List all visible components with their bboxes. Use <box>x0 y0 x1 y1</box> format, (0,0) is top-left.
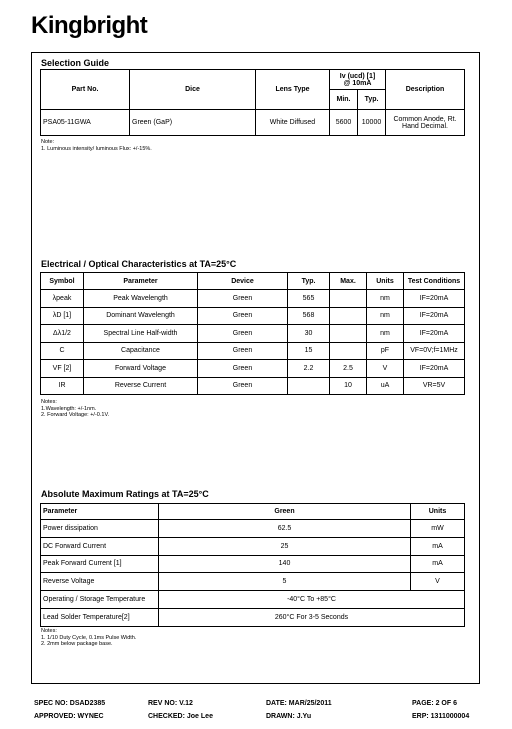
cell-typ: 568 <box>288 307 330 325</box>
cell-device: Green <box>198 325 288 343</box>
header-symbol: Symbol <box>41 273 84 290</box>
electrical-title: Electrical / Optical Characteristics at TA=25°C <box>41 259 237 269</box>
electrical-note-1: 1.Wavelength: +/-1nm. <box>41 405 97 412</box>
cell-max: 10 <box>330 377 367 395</box>
cell-device: Green <box>198 377 288 395</box>
cell-max: 2.5 <box>330 360 367 378</box>
cell-typ: 565 <box>288 290 330 308</box>
footer-checked: CHECKED: Joe Lee <box>148 713 213 720</box>
cell-device: Green <box>198 360 288 378</box>
cell-test-conditions: IF=20mA <box>404 290 465 308</box>
cell-parameter: Reverse Current <box>84 377 198 395</box>
cell-typ: 30 <box>288 325 330 343</box>
cell-symbol: C <box>41 342 84 360</box>
table-row <box>41 342 465 360</box>
cell-device: Green <box>198 290 288 308</box>
cell-parameter: DC Forward Current <box>41 537 159 555</box>
cell-lens-type: White Diffused <box>256 110 330 136</box>
cell-max <box>330 290 367 308</box>
table-row <box>41 555 465 573</box>
footer-drawn: DRAWN: J.Yu <box>266 713 312 720</box>
header-test-conditions: Test Conditions <box>404 273 465 290</box>
footer-spec-no: SPEC NO: DSAD2385 <box>34 700 106 707</box>
cell-units: uA <box>367 377 404 395</box>
cell-test-conditions: IF=20mA <box>404 307 465 325</box>
cell-units: mW <box>411 520 465 538</box>
table-row <box>41 537 465 555</box>
cell-description <box>386 110 465 136</box>
cell-parameter: Power dissipation <box>41 520 159 538</box>
cell-max <box>330 342 367 360</box>
cell-test-conditions: IF=20mA <box>404 360 465 378</box>
cell-device: Green <box>198 342 288 360</box>
header-dice: Dice <box>130 70 256 110</box>
selection-guide-title: Selection Guide <box>41 58 110 68</box>
cell-value: -40°C To +85°C <box>159 591 465 609</box>
cell-symbol: λD [1] <box>41 307 84 325</box>
header-parameter: Parameter <box>84 273 198 290</box>
cell-parameter: Dominant Wavelength <box>84 307 198 325</box>
table-row <box>41 360 465 378</box>
footer-date: DATE: MAR/25/2011 <box>266 700 332 707</box>
cell-symbol: IR <box>41 377 84 395</box>
selection-note-text: 1. Luminous intensity/ luminous Flux: +/-15%. <box>41 145 152 152</box>
cell-units: pF <box>367 342 404 360</box>
header-lens-type: Lens Type <box>256 70 330 110</box>
electrical-note-heading: Notes: <box>41 399 57 405</box>
cell-test-conditions: VR=5V <box>404 377 465 395</box>
footer-approved: APPROVED: WYNEC <box>34 713 104 720</box>
description-line2: Hand Decimal. <box>402 122 448 130</box>
absolute-ratings-table <box>40 503 465 627</box>
cell-value: 140 <box>159 555 411 573</box>
cell-symbol: λpeak <box>41 290 84 308</box>
cell-parameter: Peak Wavelength <box>84 290 198 308</box>
cell-parameter: Operating / Storage Temperature <box>41 591 159 609</box>
table-row <box>41 573 465 591</box>
brand-logo: Kingbright <box>31 12 148 39</box>
cell-units: nm <box>367 325 404 343</box>
cell-parameter: Forward Voltage <box>84 360 198 378</box>
header-units: Units <box>367 273 404 290</box>
cell-units: nm <box>367 290 404 308</box>
selection-note <box>41 139 152 152</box>
table-row <box>41 307 465 325</box>
cell-iv-typ: 10000 <box>358 110 386 136</box>
cell-units: mA <box>411 537 465 555</box>
cell-parameter: Peak Forward Current [1] <box>41 555 159 573</box>
cell-units: nm <box>367 307 404 325</box>
header-description: Description <box>386 70 465 110</box>
absolute-ratings-title: Absolute Maximum Ratings at TA=25°C <box>41 489 209 499</box>
cell-test-conditions: IF=20mA <box>404 325 465 343</box>
cell-iv-min: 5600 <box>330 110 358 136</box>
absolute-note-2: 2. 2mm below package base. <box>41 641 113 647</box>
header-green: Green <box>159 504 411 520</box>
electrical-table <box>40 272 465 395</box>
table-row <box>41 377 465 395</box>
footer-rev-no: REV NO: V.12 <box>148 700 193 707</box>
cell-value: 25 <box>159 537 411 555</box>
header-parameter: Parameter <box>41 504 159 520</box>
absolute-ratings-notes <box>41 628 136 648</box>
table-row <box>41 608 465 626</box>
cell-dice: Green (GaP) <box>130 110 256 136</box>
electrical-note-2: 2. Forward Voltage: +/-0.1V. <box>41 412 110 418</box>
header-max: Max. <box>330 273 367 290</box>
header-iv-line1: Iv (ucd) [1] <box>339 72 376 80</box>
absolute-note-1: 1. 1/10 Duty Cycle, 0.1ms Pulse Width. <box>41 634 137 641</box>
cell-device: Green <box>198 307 288 325</box>
cell-value: 260°C For 3-5 Seconds <box>159 608 465 626</box>
cell-parameter: Lead Solder Temperature[2] <box>41 608 159 626</box>
cell-units: V <box>367 360 404 378</box>
cell-units: mA <box>411 555 465 573</box>
cell-parameter: Reverse Voltage <box>41 573 159 591</box>
cell-parameter: Capacitance <box>84 342 198 360</box>
selection-guide-table <box>40 69 465 136</box>
cell-max <box>330 325 367 343</box>
electrical-notes <box>41 399 109 419</box>
header-typ: Typ. <box>358 90 386 110</box>
header-part-no: Part No. <box>41 70 130 110</box>
header-typ: Typ. <box>288 273 330 290</box>
cell-max <box>330 307 367 325</box>
table-row <box>41 591 465 609</box>
table-row <box>41 290 465 308</box>
footer-page: PAGE: 2 OF 6 <box>412 700 457 707</box>
table-row <box>41 325 465 343</box>
footer-erp: ERP: 1311000004 <box>412 713 470 720</box>
table-row <box>41 520 465 538</box>
cell-symbol: Δλ1/2 <box>41 325 84 343</box>
cell-units: V <box>411 573 465 591</box>
cell-value: 62.5 <box>159 520 411 538</box>
cell-part-no: PSA05-11GWA <box>41 110 130 136</box>
cell-typ: 15 <box>288 342 330 360</box>
description-line1: Common Anode, Rt. <box>393 115 457 123</box>
cell-typ <box>288 377 330 395</box>
cell-test-conditions: VF=0V;f=1MHz <box>404 342 465 360</box>
header-device: Device <box>198 273 288 290</box>
cell-value: 5 <box>159 573 411 591</box>
header-iv <box>330 70 386 90</box>
absolute-note-heading: Notes: <box>41 628 57 634</box>
cell-parameter: Spectral Line Half-width <box>84 325 198 343</box>
cell-symbol: VF [2] <box>41 360 84 378</box>
header-min: Min. <box>330 90 358 110</box>
header-iv-line2: @ 10mA <box>343 79 372 87</box>
selection-note-heading: Note: <box>41 139 55 145</box>
cell-typ: 2.2 <box>288 360 330 378</box>
header-units: Units <box>411 504 465 520</box>
